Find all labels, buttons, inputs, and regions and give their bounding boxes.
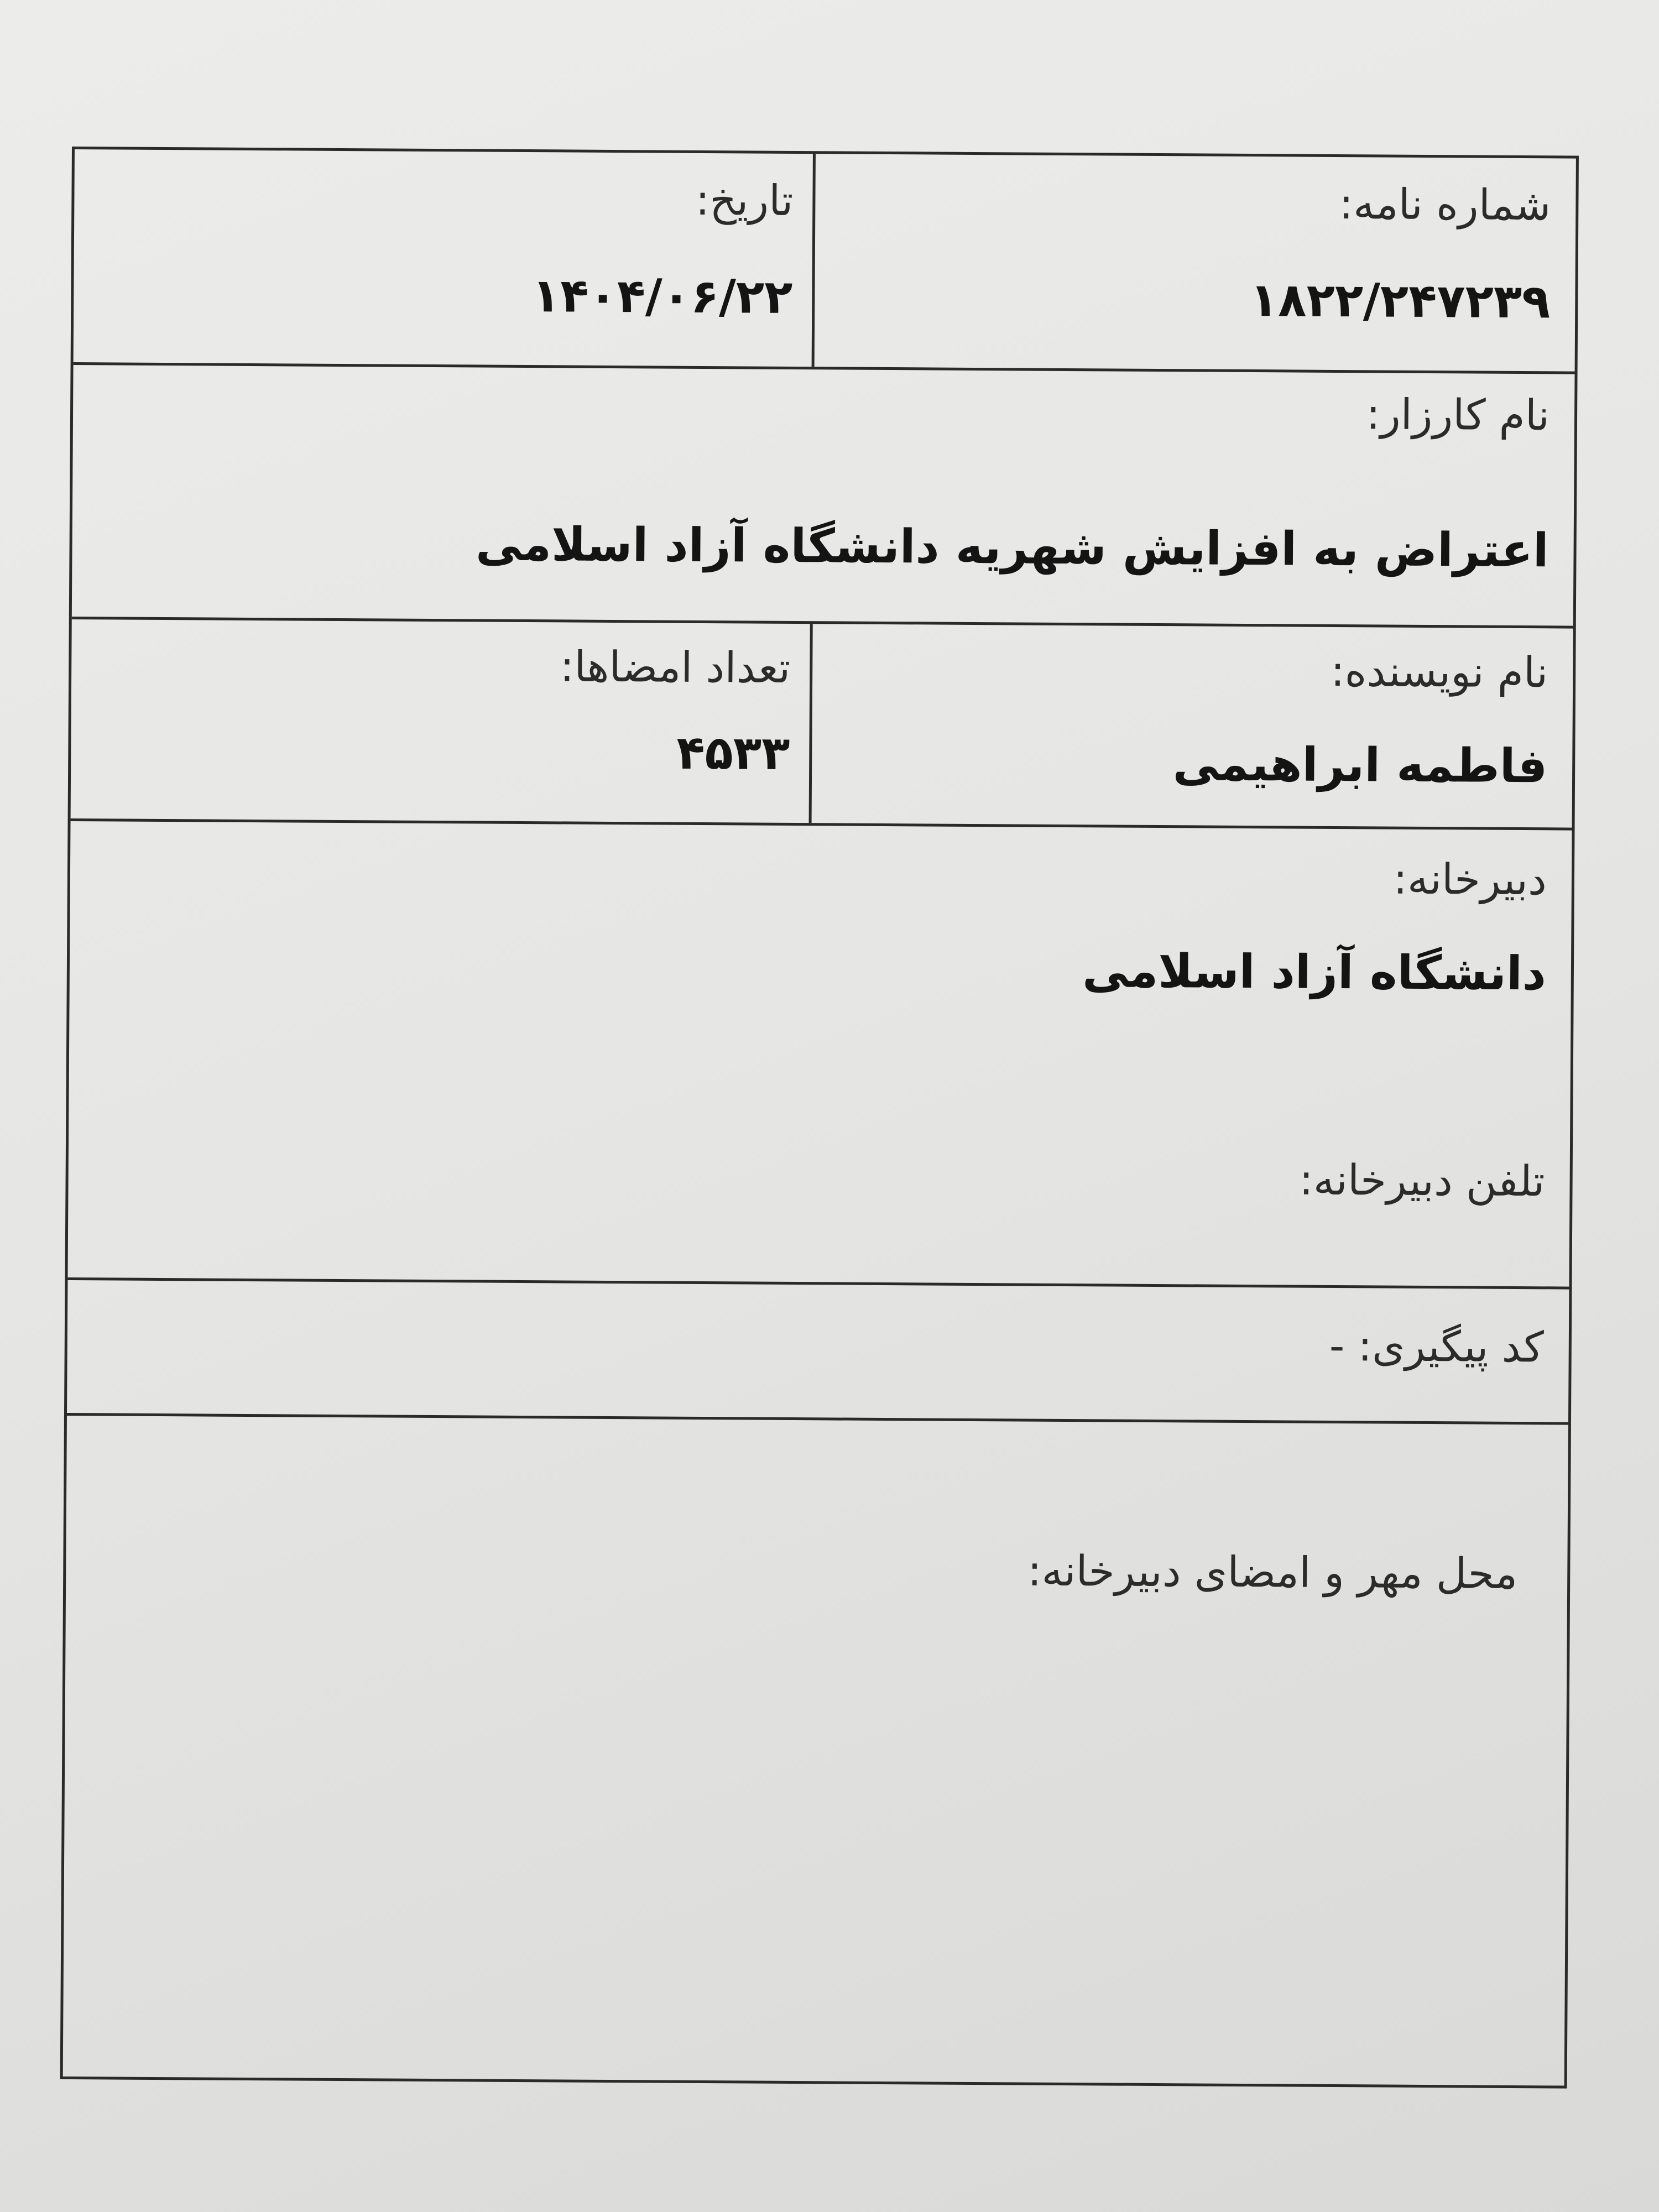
- letter-number-cell: [812, 154, 1576, 371]
- secretariat-label: دبیرخانه:: [1393, 854, 1547, 905]
- campaign-row: [72, 365, 1575, 629]
- secretariat-row: [67, 821, 1572, 1290]
- author-cell: [809, 624, 1573, 827]
- date-label: تاریخ:: [695, 175, 794, 225]
- campaign-label: نام کارزار:: [1366, 389, 1550, 440]
- date-value: ۱۴۰۴/۰۶/۲۲: [531, 268, 793, 324]
- signatures-cell: [71, 619, 816, 823]
- author-label: نام نویسنده:: [1330, 646, 1548, 697]
- author-row: [71, 619, 1573, 831]
- header-row: [74, 149, 1576, 374]
- petition-form: [60, 147, 1579, 2089]
- tracking-code-label: کد پیگیری: -: [1329, 1321, 1545, 1372]
- signatures-value: ۴۵۳۳: [676, 725, 790, 780]
- signatures-label: تعداد امضاها:: [560, 641, 791, 692]
- campaign-value: اعتراض به افزایش شهریه دانشگاه آزاد اسلامی: [475, 517, 1549, 578]
- secretariat-value: دانشگاه آزاد اسلامی: [1082, 943, 1547, 1001]
- tracking-row: [67, 1280, 1569, 1425]
- letter-number-label: شماره نامه:: [1339, 179, 1551, 230]
- author-value: فاطمه ابراهیمی: [1172, 737, 1548, 794]
- stamp-label: محل مهر و امضای دبیرخانه:: [1027, 1546, 1518, 1599]
- stamp-row: [63, 1416, 1568, 2086]
- letter-number-value: ۱۸۲۲/۲۴۷۲۳۹: [1249, 273, 1551, 329]
- date-cell: [74, 149, 818, 367]
- secretariat-phone-label: تلفن دبیرخانه:: [1299, 1155, 1545, 1206]
